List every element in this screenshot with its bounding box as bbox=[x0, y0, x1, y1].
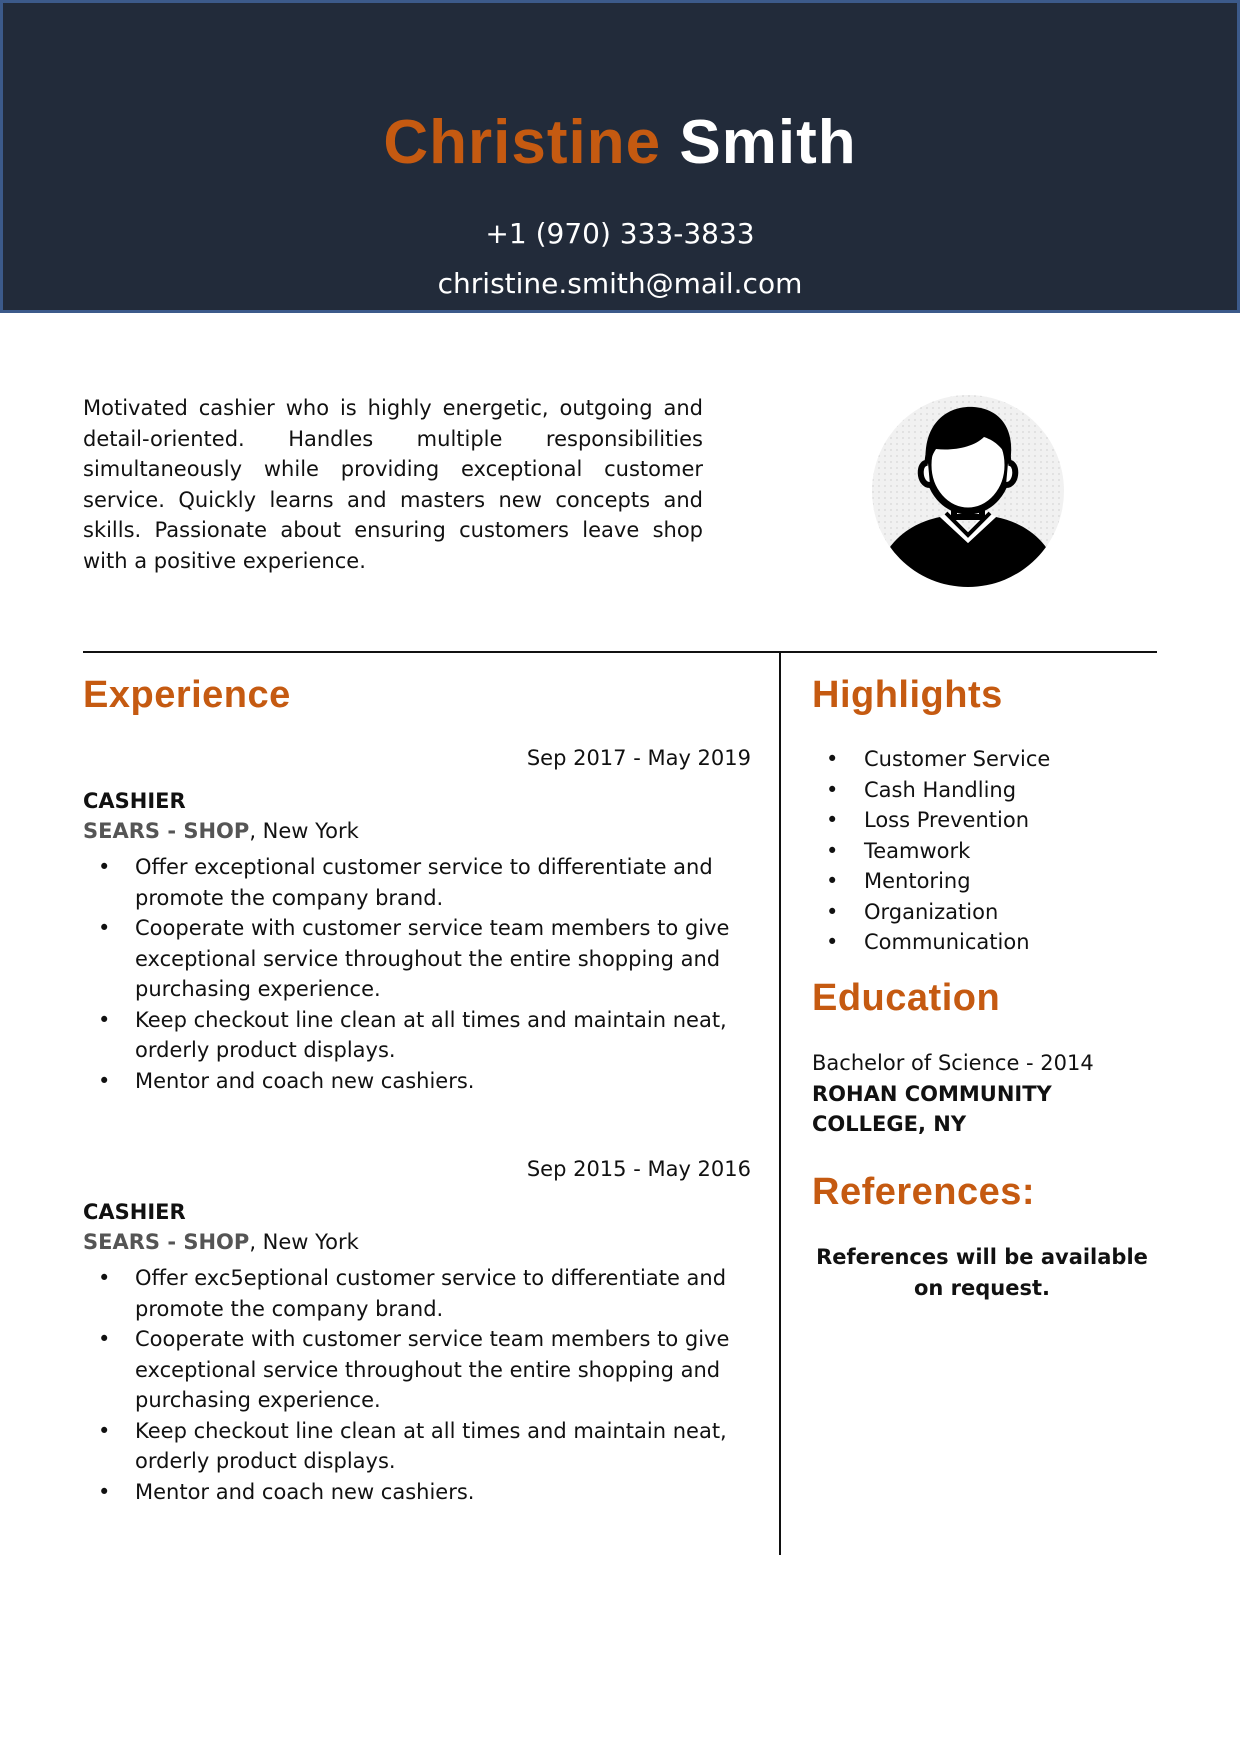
job-company bbox=[83, 1227, 753, 1257]
list-item: • Organization bbox=[812, 897, 1050, 928]
job-dates: Sep 2015 - May 2016 bbox=[526, 1157, 751, 1181]
person-avatar-icon bbox=[870, 393, 1066, 589]
education-heading: Education bbox=[812, 977, 1001, 1019]
highlights-list bbox=[812, 744, 1050, 958]
job-company bbox=[83, 816, 753, 846]
job-entry bbox=[83, 1154, 753, 1507]
phone-number: +1 (970) 333-3833 bbox=[485, 217, 755, 250]
list-item: • Cash Handling bbox=[812, 775, 1050, 806]
list-item: • Cooperate with customer service team members to give exceptional service throughout the entire shopping and purchasing experience. bbox=[83, 913, 753, 1005]
last-name: Smith bbox=[679, 108, 857, 177]
list-item: • Offer exc5eptional customer service to differentiate and promote the company brand. bbox=[83, 1263, 753, 1324]
candidate-name bbox=[3, 103, 1237, 183]
degree: Bachelor of Science - 2014 bbox=[812, 1051, 1094, 1075]
list-item: • Cooperate with customer service team members to give exceptional service throughout the entire shopping and purchasing experience. bbox=[83, 1324, 753, 1416]
company-name: SEARS - SHOP bbox=[83, 1230, 250, 1254]
first-name: Christine bbox=[383, 108, 662, 177]
list-item: • Loss Prevention bbox=[812, 805, 1050, 836]
profile-summary: Motivated cashier who is highly energetic, outgoing and detail-oriented. Handles multiple responsibilities simultaneously while providing exceptional customer service. Quickly learns and masters new concepts and skills. Passionate about ensuring customers leave shop with a positive experience. bbox=[83, 396, 703, 573]
list-item: • Mentor and coach new cashiers. bbox=[83, 1066, 753, 1097]
experience-heading: Experience bbox=[83, 674, 291, 716]
section-divider-vertical bbox=[779, 651, 781, 1555]
list-item: • Communication bbox=[812, 927, 1050, 958]
list-item: • Customer Service bbox=[812, 744, 1050, 775]
header-banner bbox=[0, 0, 1240, 313]
list-item: • Mentoring bbox=[812, 866, 1050, 897]
email-address: christine.smith@mail.com bbox=[437, 267, 803, 300]
references-text: References will be available on request. bbox=[816, 1245, 1148, 1300]
job-entry bbox=[83, 743, 753, 1096]
list-item: • Keep checkout line clean at all times and maintain neat, orderly product displays. bbox=[83, 1005, 753, 1066]
school-name: ROHAN COMMUNITY COLLEGE, NY bbox=[812, 1081, 1052, 1136]
job-duties-list bbox=[83, 852, 753, 1096]
job-dates: Sep 2017 - May 2019 bbox=[526, 746, 751, 770]
job-role: CASHIER bbox=[83, 1200, 186, 1224]
company-name: SEARS - SHOP bbox=[83, 819, 250, 843]
list-item: • Teamwork bbox=[812, 836, 1050, 867]
list-item: • Keep checkout line clean at all times and maintain neat, orderly product displays. bbox=[83, 1416, 753, 1477]
section-divider-horizontal bbox=[83, 651, 1157, 653]
list-item: • Offer exceptional customer service to differentiate and promote the company brand. bbox=[83, 852, 753, 913]
references-heading: References: bbox=[812, 1171, 1036, 1213]
list-item: • Mentor and coach new cashiers. bbox=[83, 1477, 753, 1508]
job-duties-list bbox=[83, 1263, 753, 1507]
company-location: , New York bbox=[249, 819, 359, 843]
company-location: , New York bbox=[249, 1230, 359, 1254]
highlights-heading: Highlights bbox=[812, 674, 1003, 716]
job-role: CASHIER bbox=[83, 789, 186, 813]
education-entry bbox=[812, 1048, 1152, 1140]
